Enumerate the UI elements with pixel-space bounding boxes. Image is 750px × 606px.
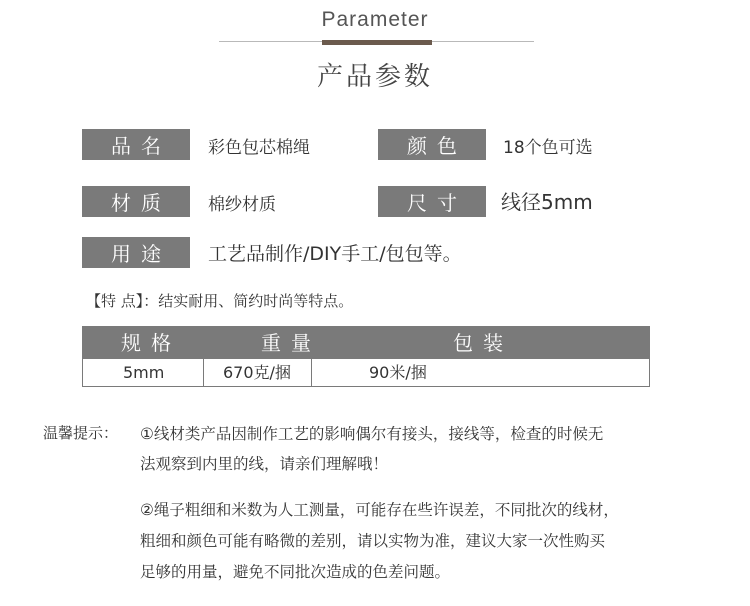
spec-table-header xyxy=(83,327,649,359)
note-line: 足够的用量，避免不同批次造成的色差问题。 xyxy=(140,563,451,581)
spec-table xyxy=(82,326,650,387)
name-value: 彩色包芯棉绳 xyxy=(208,138,310,158)
material-label: 材质 xyxy=(82,186,190,217)
note-line: ①线材类产品因制作工艺的影响偶尔有接头，接线等，检查的时候无 xyxy=(140,425,604,443)
header-spec: 规格 xyxy=(121,331,181,355)
color-value: 18个色可选 xyxy=(503,138,593,158)
cell-weight: 670克/捆 xyxy=(223,363,291,382)
cell-packaging: 90米/捆 xyxy=(369,363,427,382)
header-weight: 重量 xyxy=(261,331,321,355)
note-line: ②绳子粗细和米数为人工测量，可能存在些许误差，不同批次的线材， xyxy=(140,501,619,519)
features-text: 【特 点】：结实耐用、简约时尚等特点。 xyxy=(86,292,354,310)
usage-label: 用途 xyxy=(82,237,190,268)
size-label: 尺寸 xyxy=(378,186,486,217)
name-label: 品名 xyxy=(82,129,190,160)
material-value: 棉纱材质 xyxy=(208,195,276,215)
title-divider-accent xyxy=(322,40,432,45)
note-line: 粗细和颜色可能有略微的差别，请以实物为准，建议大家一次性购买 xyxy=(140,532,606,550)
product-params-title: 产品参数 xyxy=(316,62,433,92)
cell-spec: 5mm xyxy=(123,363,165,382)
usage-value: 工艺品制作/DIY手工/包包等。 xyxy=(208,243,462,265)
color-label: 颜色 xyxy=(378,129,486,160)
notes-label: 温馨提示： xyxy=(43,424,119,442)
header-packaging: 包装 xyxy=(453,331,513,355)
table-row xyxy=(83,359,649,386)
parameter-title: Parameter xyxy=(321,8,429,31)
note-line: 法观察到内里的线，请亲们理解哦！ xyxy=(140,455,389,473)
size-value: 线径5mm xyxy=(501,190,593,214)
